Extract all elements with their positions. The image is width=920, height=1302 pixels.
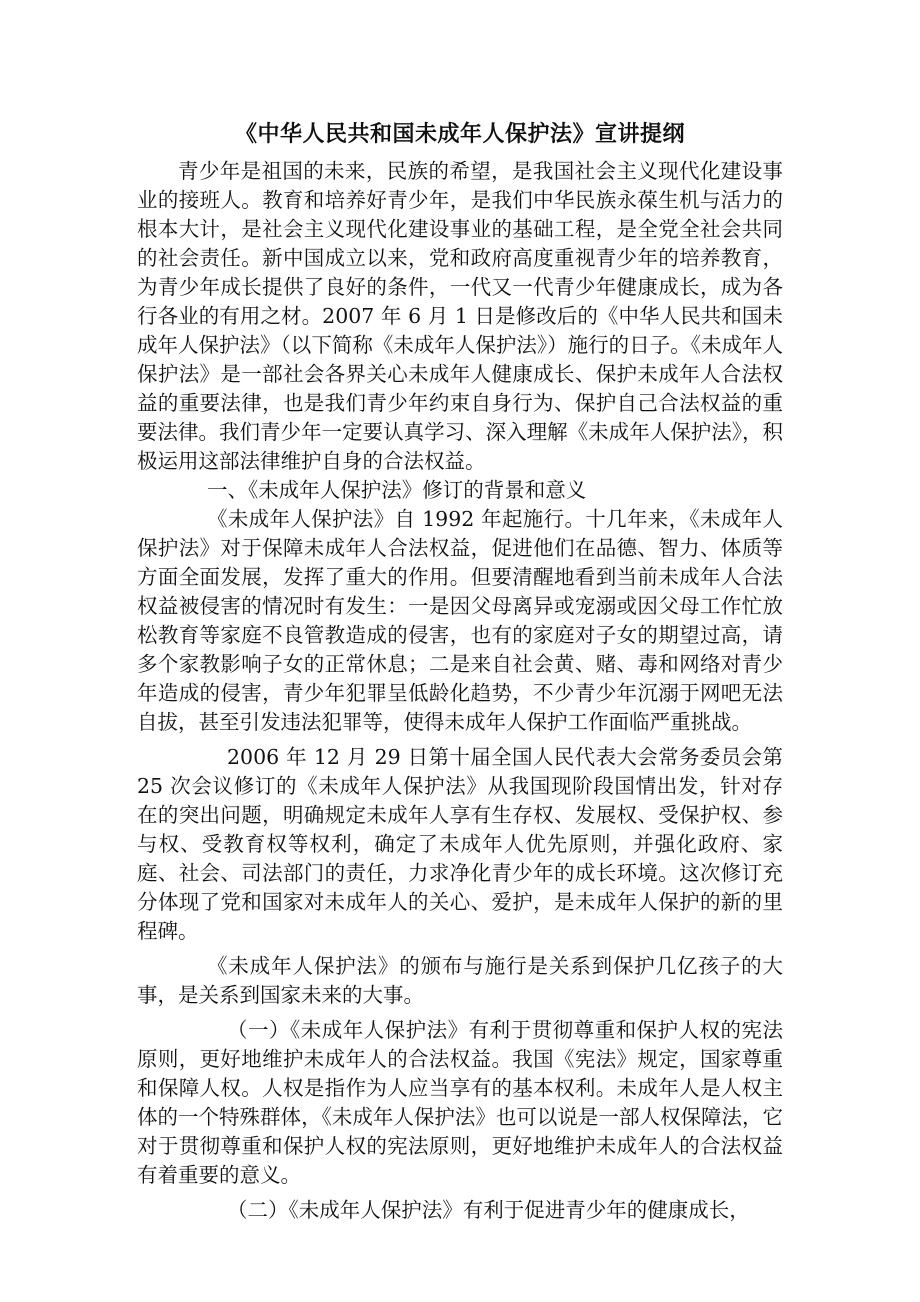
- point-2-paragraph: （二）《未成年人保护法》有利于促进青少年的健康成长，: [227, 1198, 750, 1222]
- document-body: [137, 157, 783, 1225]
- document-title: 《中华人民共和国未成年人保护法》宣讲提纲: [234, 122, 685, 147]
- intro-paragraph: 青少年是祖国的未来，民族的希望，是我国社会主义现代化建设事业的接班人。教育和培养好青少年，是我们中华民族永葆生机与活力的根本大计，是社会主义现代化建设事业的基础工程，是全党全社会共同的社会责任。新中国成立以来，党和政府高度重视青少年的培养教育，为青少年成长提供了良好的条件，一代又一代青少年健康成长，成为各行各业的有用之材。2007 年 6 月 1 日是修改后的《中华人民共和国未成年人保护法》（以下简称《未成年人保护法》）施行的日子。《未成年人保护法》是一部社会各界关心未成年人健康成长、保护未成年人合法权益的重要法律，也是我们青少年约束自身行为、保护自己合法权益的重要法律。我们青少年一定要认真学习、深入理解《未成年人保护法》，积极运用这部法律维护自身的合法权益。: [137, 159, 783, 473]
- background-paragraph: 《未成年人保护法》自 1992 年起施行。十几年来，《未成年人保护法》对于保障未成年人合法权益，促进他们在品德、智力、体质等方面全面发展，发挥了重大的作用。但要清醒地看到当前未成年人合法权益被侵害的情况时有发生：一是因父母离异或宠溺或因父母工作忙放松教育等家庭不良管教造成的侵害，也有的家庭对子女的期望过高，请多个家教影响子女的正常休息；二是来自社会黄、赌、毒和网络对青少年造成的侵害，青少年犯罪呈低龄化趋势，不少青少年沉溺于网吧无法自拔，甚至引发违法犯罪等，使得未成年人保护工作面临严重挑战。: [137, 507, 783, 734]
- section-heading-1: 一、《未成年人保护法》修订的背景和意义: [207, 478, 587, 502]
- point-1-paragraph: （一）《未成年人保护法》有利于贯彻尊重和保护人权的宪法原则，更好地维护未成年人的合法权益。我国《宪法》规定，国家尊重和保障人权。人权是指作为人应当享有的基本权利。未成年人是人权主体的一个特殊群体，《未成年人保护法》也可以说是一部人权保障法，它对于贯彻尊重和保护人权的宪法原则，更好地维护未成年人的合法权益有着重要的意义。: [137, 1018, 783, 1187]
- significance-paragraph: 《未成年人保护法》的颁布与施行是关系到保护几亿孩子的大事，是关系到国家未来的大事。: [137, 954, 783, 1007]
- revision-paragraph: 2006 年 12 月 29 日第十届全国人民代表大会常务委员会第 25 次会议修订的《未成年人保护法》从我国现阶段国情出发，针对存在的突出问题，明确规定未成年人享有生存权、发展权、受保护权、参与权、受教育权等权利，确定了未成年人优先原则，并强化政府、家庭、社会、司法部门的责任，力求净化青少年的成长环境。这次修订充分体现了党和国家对未成年人的关心、爱护，是未成年人保护的新的里程碑。: [137, 745, 783, 943]
